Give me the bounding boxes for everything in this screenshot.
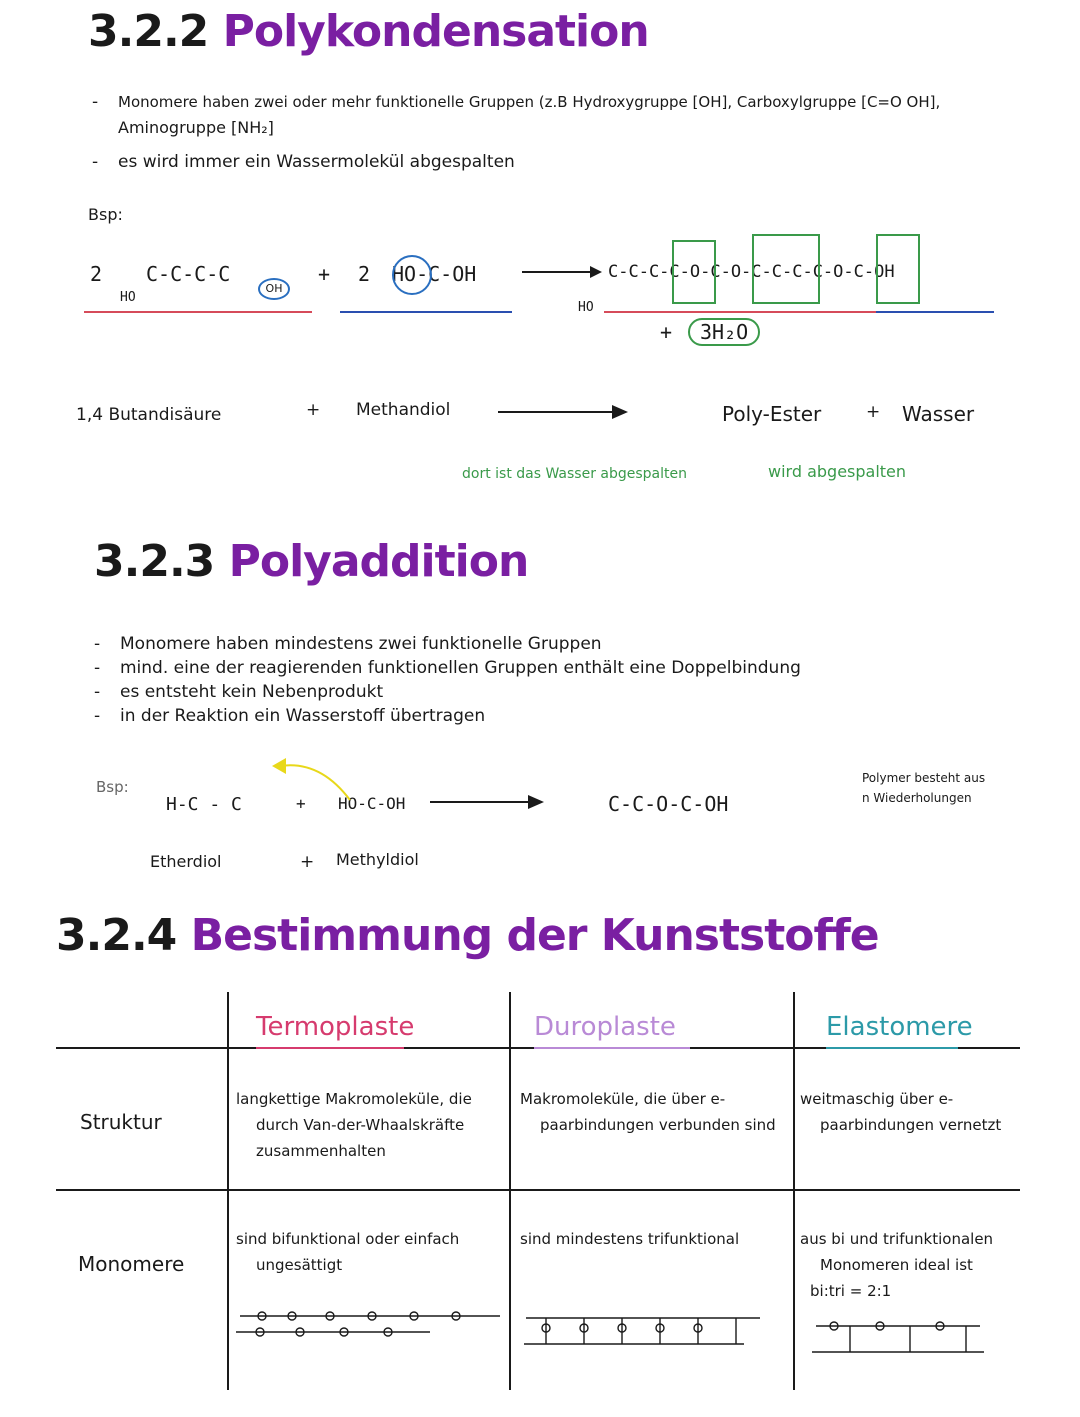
- plus-sign: +: [296, 794, 306, 813]
- product: C-C-O-C-OH: [608, 792, 729, 816]
- plus-sign: +: [318, 262, 331, 286]
- reactant-methyldiol: HO-C-OH: [338, 794, 406, 813]
- section-title: Polykondensation: [222, 6, 649, 57]
- ratio-text: bi:tri = 2:1: [810, 1282, 892, 1300]
- name-methyldiol: Methyldiol: [336, 850, 419, 869]
- list-item: - in der Reaktion ein Wasserstoff übertragen: [94, 706, 486, 726]
- note-water-removed: dort ist das Wasser abgespalten: [462, 466, 688, 482]
- list-item: - Monomere haben mindestens zwei funktionelle Gruppen: [94, 634, 602, 654]
- cell-elasto-struktur: weitmaschig über e- paarbindungen vernetzt: [800, 1090, 1002, 1134]
- cell-thermo-struktur: langkettige Makromoleküle, die durch Van-der-Whaalskräfte zusammenhalten: [236, 1090, 472, 1160]
- water-product: 3H₂O: [688, 318, 760, 346]
- section-title: Polyaddition: [228, 536, 529, 587]
- name-etherdiol: Etherdiol: [150, 852, 222, 871]
- reactant-butandisaeure: C-C-C-C: [146, 262, 231, 286]
- section-title: Bestimmung der Kunststoffe: [190, 910, 879, 961]
- name-butandisaeure: 1,4 Butandisäure: [76, 405, 222, 425]
- bullet-monomere: - Monomere haben zwei oder mehr funktionelle Gruppen (z.B Hydroxygruppe [OH], Carboxylgruppe [C=O OH],: [92, 92, 941, 112]
- name-methandiol: Methandiol: [356, 400, 451, 420]
- cell-elasto-monomere: aus bi und trifunktionalen Monomeren ideal ist bi:tri = 2:1: [800, 1226, 1020, 1304]
- section-number: 3.2.4: [56, 910, 177, 961]
- bsp-label: Bsp:: [88, 205, 123, 224]
- note-abgespalten: wird abgespalten: [768, 462, 907, 481]
- network-sketch-elastomere: [812, 1322, 984, 1352]
- column-header-elastomere: Elastomere: [826, 1012, 973, 1042]
- ho-group: HO: [120, 290, 136, 305]
- name-polyester: Poly-Ester: [722, 402, 822, 426]
- oh-circle: OH: [258, 278, 290, 300]
- plus-sign: +: [300, 852, 315, 872]
- bsp-label: Bsp:: [96, 778, 129, 796]
- list-item: - es entsteht kein Nebenprodukt: [94, 682, 384, 702]
- coefficient: 2: [358, 262, 371, 286]
- cell-duro-struktur: Makromoleküle, die über e- paarbindungen verbunden sind: [520, 1090, 776, 1134]
- polymer-note: Polymer besteht aus n Wiederholungen: [862, 771, 986, 805]
- network-sketch-duroplaste: [524, 1318, 760, 1344]
- coefficient: 2: [90, 262, 103, 286]
- plus-sign: +: [306, 400, 321, 420]
- cell-thermo-monomere: sind bifunktional oder einfach ungesättigt: [236, 1230, 460, 1274]
- product-polyester: C-C-C-C-O-C-O-C-C-C-C-O-C-OH: [608, 262, 895, 282]
- bullet-aminogruppe: Aminogruppe [NH₂]: [118, 118, 274, 137]
- row-label-monomere: Monomere: [78, 1252, 185, 1276]
- bullet-wasser: - es wird immer ein Wassermolekül abgespalten: [92, 152, 515, 172]
- column-header-thermoplaste: Termoplaste: [256, 1012, 415, 1042]
- ho-product: HO: [578, 300, 594, 315]
- water-plus: +: [660, 320, 673, 344]
- name-wasser: Wasser: [902, 402, 975, 426]
- section-number: 3.2.3: [94, 536, 215, 587]
- cell-duro-monomere: sind mindestens trifunktional: [520, 1230, 740, 1248]
- chain-sketch-thermoplaste: [236, 1312, 500, 1336]
- column-header-duroplaste: Duroplaste: [534, 1012, 676, 1042]
- reactant-etherdiol: H-C - C: [166, 794, 242, 815]
- list-item: - mind. eine der reagierenden funktionellen Gruppen enthält eine Doppelbindung: [94, 658, 801, 678]
- section-number: 3.2.2: [88, 6, 209, 57]
- reactant-methandiol: HO-C-OH: [392, 262, 477, 286]
- plus-sign: +: [866, 402, 881, 422]
- row-label-struktur: Struktur: [80, 1110, 162, 1134]
